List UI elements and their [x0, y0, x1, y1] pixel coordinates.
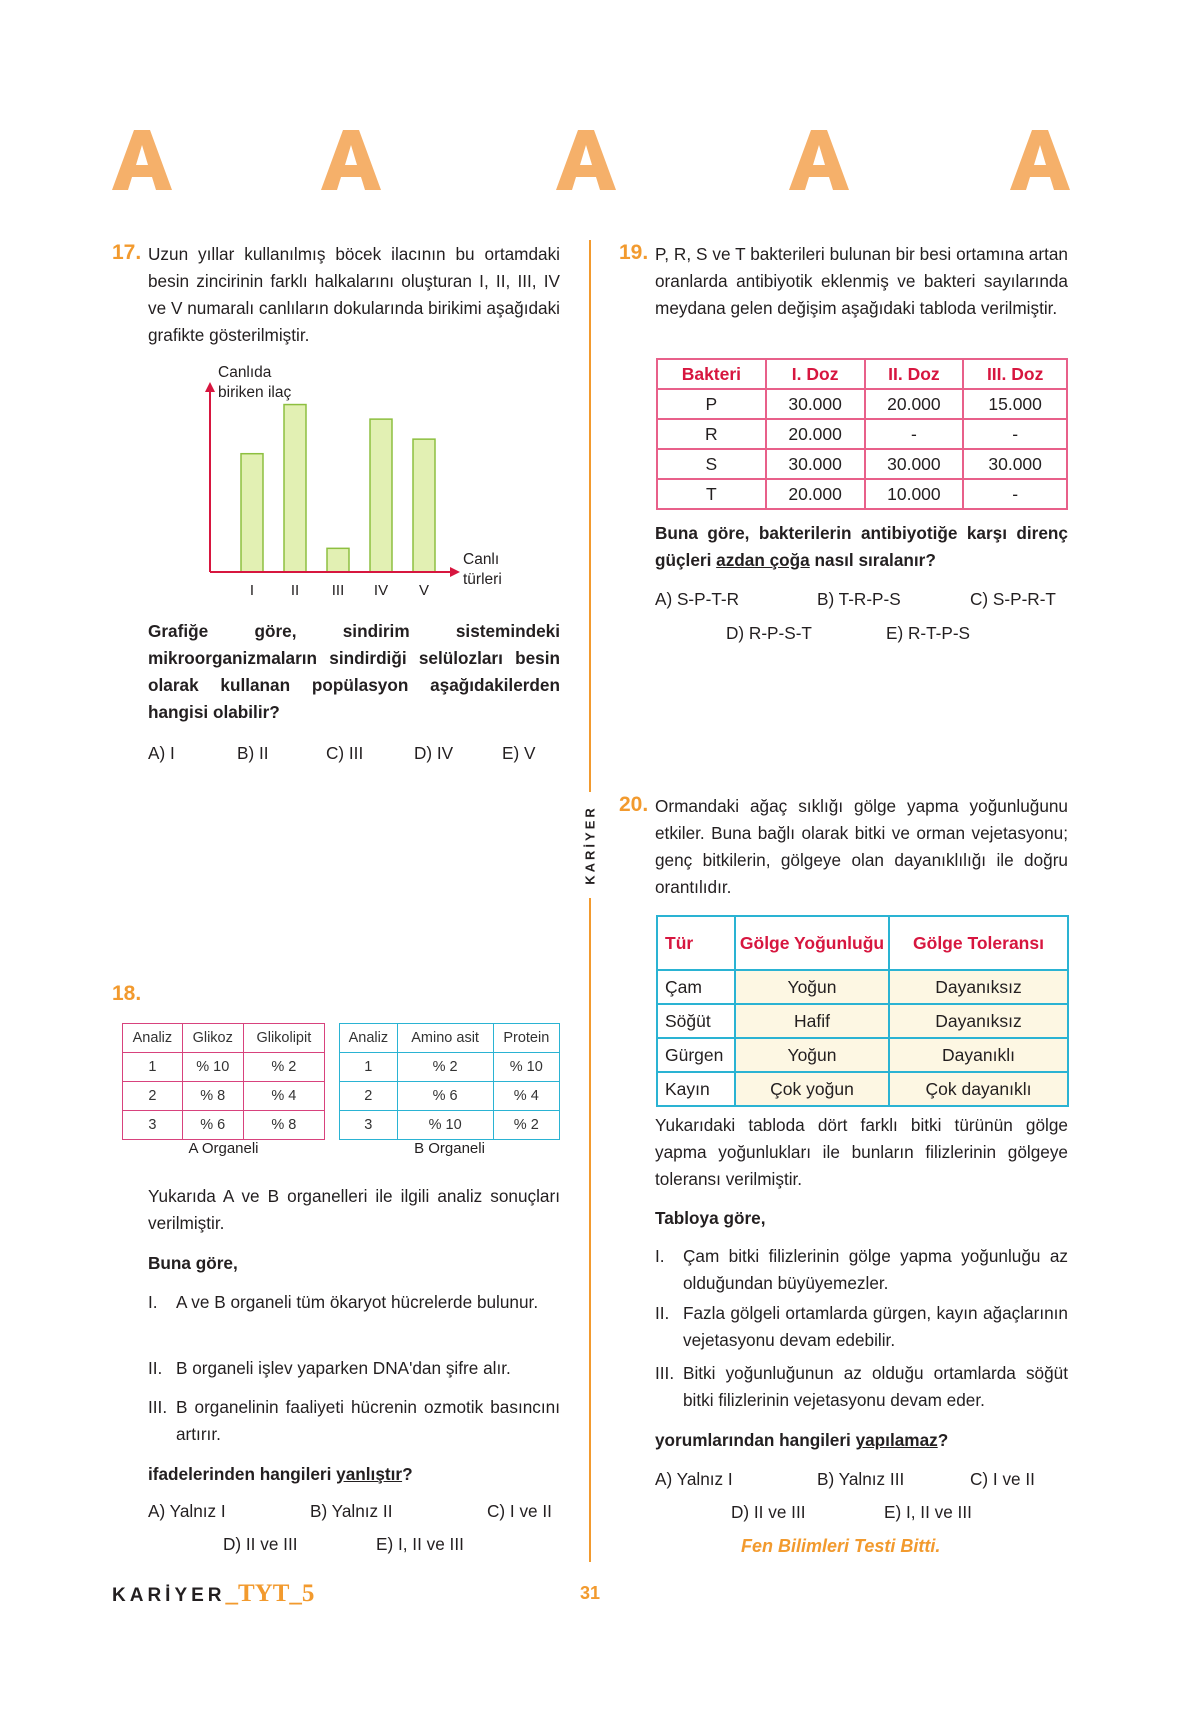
bar-I [241, 454, 263, 572]
table-row [340, 1053, 560, 1082]
table-caption: A Organeli [188, 1140, 259, 1157]
bar-III [327, 548, 349, 572]
statement-item [655, 1360, 1068, 1414]
statement-item [148, 1289, 560, 1316]
table-header: Analiz [340, 1024, 398, 1053]
bar-II [284, 405, 306, 572]
table-cell: Çam [657, 970, 735, 1004]
question-prompt: ifadelerinden hangileri yanlıştır? [148, 1464, 413, 1484]
option-c[interactable]: C) III [326, 743, 364, 763]
letter-a-icon [321, 128, 381, 190]
option-d[interactable]: D) R-P-S-T [726, 623, 812, 643]
table-header: III. Doz [963, 359, 1067, 389]
option-e[interactable]: E) I, II ve III [376, 1534, 464, 1554]
question-intro: Yukarıda A ve B organelleri ile ilgili analiz sonuçları verilmiştir. [148, 1186, 560, 1233]
table-cell: Kayın [657, 1072, 735, 1106]
brand-logo: KARİYER [112, 1585, 226, 1606]
option-d[interactable]: D) II ve III [731, 1502, 806, 1522]
option-b[interactable]: B) Yalnız III [817, 1469, 905, 1489]
table-cell: T [657, 479, 766, 509]
question-prompt: yorumlarından hangileri yapılamaz? [655, 1430, 949, 1450]
table-cell: 1 [123, 1053, 183, 1082]
y-axis-label: Canlıda biriken ilaç [218, 364, 292, 401]
table-header: Gölge Toleransı [889, 916, 1068, 970]
statement-roman: I. [148, 1292, 158, 1312]
question-text: P, R, S ve T bakterileri bulunan bir besi ortamına artan oranlarda antibiyotik eklenmiş ve bakteri sayılarında meydana gelen değişim aşağıdaki tabloda verilmiştir. [655, 244, 1068, 318]
option-c[interactable]: C) I ve II [487, 1501, 552, 1521]
question-prompt: Buna göre, bakterilerin antibiyotiğe karşı direnç güçleri azdan çoğa nasıl sıralanır? [655, 523, 1068, 570]
option-a[interactable]: A) Yalnız I [148, 1501, 226, 1521]
table-row [340, 1082, 560, 1111]
tick-label-III: III [331, 582, 345, 599]
table-cell: % 6 [397, 1082, 493, 1111]
option-d[interactable]: D) IV [414, 743, 454, 763]
table-cell: % 4 [493, 1082, 559, 1111]
table-cell: Dayanıksız [889, 970, 1068, 1004]
table-cell: - [963, 479, 1067, 509]
option-c[interactable]: C) S-P-R-T [970, 589, 1056, 609]
statement-text: B organelinin faaliyeti hücrenin ozmotik basıncını artırır. [176, 1397, 560, 1444]
question-lead: Tabloya göre, [655, 1208, 766, 1228]
option-e[interactable]: E) I, II ve III [884, 1502, 972, 1522]
table-cell: Dayanıksız [889, 1004, 1068, 1038]
letter-a-icon [1010, 128, 1070, 190]
option-e[interactable]: E) R-T-P-S [886, 623, 971, 643]
table-cell: % 8 [182, 1082, 243, 1111]
column-divider-top [589, 240, 591, 792]
table-caption: B Organeli [414, 1140, 485, 1157]
table-cell: Çok yoğun [735, 1072, 889, 1106]
table-cell: % 2 [493, 1111, 559, 1140]
table-cell: 3 [340, 1111, 398, 1140]
question-number: 18. [112, 982, 142, 1005]
table-cell: % 10 [397, 1111, 493, 1140]
table-cell: 2 [340, 1082, 398, 1111]
tick-label-V: V [418, 582, 430, 599]
statement-roman: III. [148, 1397, 168, 1417]
table-cell: Dayanıklı [889, 1038, 1068, 1072]
question-text: Uzun yıllar kullanılmış böcek ilacının bu ortamdaki besin zincirinin farklı halkalarını oluşturan I, II, III, IV ve V numaralı canlıların dokularında birikimi aşağıdaki grafikte gösterilmiştir. [148, 244, 560, 345]
table-cell: 10.000 [865, 479, 964, 509]
question-number: 20. [619, 793, 649, 816]
table-row [657, 970, 1068, 1004]
table-cell: % 10 [182, 1053, 243, 1082]
table-row [657, 1072, 1068, 1106]
table-header: Glikoz [182, 1024, 243, 1053]
option-b[interactable]: B) II [237, 743, 269, 763]
table-cell: % 8 [243, 1111, 324, 1140]
table-header: Amino asit [397, 1024, 493, 1053]
table-header: I. Doz [766, 359, 865, 389]
table-cell: 20.000 [766, 479, 865, 509]
table-cell: 30.000 [766, 389, 865, 419]
x-axis-label: Canlı türleri [463, 551, 502, 588]
table-cell: % 10 [493, 1053, 559, 1082]
table-row [657, 479, 1067, 509]
statement-text: Bitki yoğunluğunun az olduğu ortamlarda söğüt bitki filizlerinin vejetasyonu devam eder. [683, 1363, 1068, 1410]
statement-text: Çam bitki filizlerinin gölge yapma yoğunluğu az olduğundan büyüyemezler. [683, 1246, 1068, 1293]
x-axis-arrow-icon [450, 567, 460, 577]
table-row [657, 419, 1067, 449]
table-cell: 30.000 [865, 449, 964, 479]
statement-item [655, 1300, 1068, 1354]
table-cell: S [657, 449, 766, 479]
table-cell: 30.000 [766, 449, 865, 479]
table-header: II. Doz [865, 359, 964, 389]
statement-roman: III. [655, 1363, 675, 1383]
table-cell: 20.000 [766, 419, 865, 449]
statement-item [148, 1355, 560, 1382]
statement-item [148, 1394, 560, 1448]
table-header: Tür [657, 916, 735, 970]
statement-roman: II. [148, 1358, 163, 1378]
table-cell: 3 [123, 1111, 183, 1140]
table-row [123, 1111, 325, 1140]
question-after-text: Yukarıdaki tabloda dört farklı bitki türünün gölge yapma yoğunlukları ile bunların filizlerinin gölgeye toleransı verilmiştir. [655, 1115, 1068, 1189]
statement-text: A ve B organeli tüm ökaryot hücrelerde bulunur. [176, 1292, 539, 1312]
statement-text: B organeli işlev yaparken DNA'dan şifre alır. [176, 1358, 511, 1378]
table-header: Protein [493, 1024, 559, 1053]
table-row [123, 1053, 325, 1082]
y-axis-arrow-icon [205, 382, 215, 392]
table-cell: 1 [340, 1053, 398, 1082]
option-b[interactable]: B) Yalnız II [310, 1501, 393, 1521]
shade-table [656, 915, 1069, 1107]
table-row [657, 1004, 1068, 1038]
statement-text: Fazla gölgeli ortamlarda gürgen, kayın ağaçlarının vejetasyonu devam edebilir. [683, 1303, 1068, 1350]
option-b[interactable]: B) T-R-P-S [817, 589, 901, 609]
question-number: 19. [619, 241, 649, 264]
tick-label-I: I [249, 582, 255, 599]
organelle-b-table [339, 1023, 560, 1140]
option-a[interactable]: A) I [148, 743, 175, 763]
table-header: Gölge Yoğunluğu [735, 916, 889, 970]
option-a[interactable]: A) Yalnız I [655, 1469, 733, 1489]
table-cell: 20.000 [865, 389, 964, 419]
bacteria-table [656, 358, 1068, 510]
table-header: Bakteri [657, 359, 766, 389]
series-label: _TYT_5 [225, 1580, 315, 1607]
table-row [657, 449, 1067, 479]
organelle-a-table [122, 1023, 325, 1140]
table-cell: 30.000 [963, 449, 1067, 479]
option-d[interactable]: D) II ve III [223, 1534, 298, 1554]
table-cell: Çok dayanıklı [889, 1072, 1068, 1106]
table-cell: % 2 [397, 1053, 493, 1082]
bar-chart [180, 355, 520, 610]
option-e[interactable]: E) V [502, 743, 536, 763]
table-cell: - [963, 419, 1067, 449]
bar-V [413, 439, 435, 572]
table-cell: R [657, 419, 766, 449]
table-cell: Yoğun [735, 970, 889, 1004]
statement-item [655, 1243, 1068, 1297]
table-row [340, 1111, 560, 1140]
page-number: 31 [579, 1583, 601, 1603]
table-cell: Söğüt [657, 1004, 735, 1038]
table-row [123, 1082, 325, 1111]
table-cell: Hafif [735, 1004, 889, 1038]
table-cell: Yoğun [735, 1038, 889, 1072]
table-cell: % 4 [243, 1082, 324, 1111]
statement-roman: II. [655, 1303, 670, 1323]
column-divider-bottom [589, 898, 591, 1562]
option-c[interactable]: C) I ve II [970, 1469, 1035, 1489]
table-row [657, 1038, 1068, 1072]
question-number: 17. [112, 241, 142, 264]
table-cell: 15.000 [963, 389, 1067, 419]
question-text: Ormandaki ağaç sıklığı gölge yapma yoğunluğunu etkiler. Buna bağlı olarak bitki ve orman vejetasyonu; genç bitkilerin, gölgeye olan dayanıklılığı ile doğru orantılıdır. [655, 796, 1068, 897]
side-logo: KARİYER [582, 805, 598, 885]
tick-label-IV: IV [373, 582, 389, 599]
table-row [657, 389, 1067, 419]
footer-brand [112, 1580, 314, 1608]
end-note: Fen Bilimleri Testi Bitti. [741, 1536, 941, 1556]
table-cell: Gürgen [657, 1038, 735, 1072]
table-cell: P [657, 389, 766, 419]
bar-IV [370, 419, 392, 572]
question-prompt: Grafiğe göre, sindirim sistemindeki mikroorganizmaların sindirdiği selülozları besin olarak kullanan popülasyon aşağıdakilerden hangisi olabilir? [148, 621, 560, 722]
table-header: Analiz [123, 1024, 183, 1053]
table-cell: 2 [123, 1082, 183, 1111]
letter-a-icon [556, 128, 616, 190]
letter-a-icon [789, 128, 849, 190]
table-header: Glikolipit [243, 1024, 324, 1053]
letter-a-icon [112, 128, 172, 190]
option-a[interactable]: A) S-P-T-R [655, 589, 740, 609]
table-cell: % 6 [182, 1111, 243, 1140]
question-lead: Buna göre, [148, 1253, 238, 1273]
statement-roman: I. [655, 1246, 665, 1266]
table-cell: - [865, 419, 964, 449]
table-cell: % 2 [243, 1053, 324, 1082]
tick-label-II: II [290, 582, 300, 599]
